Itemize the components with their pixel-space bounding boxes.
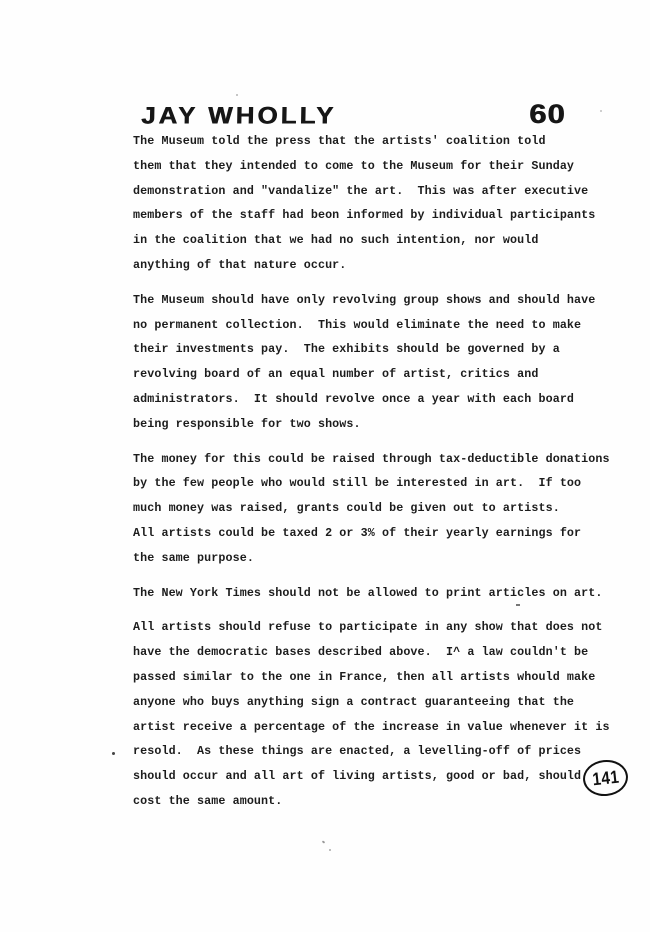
text-line: being responsible for two shows. (133, 416, 361, 431)
scan-speck (112, 752, 115, 755)
text-line: members of the staff had beon informed by individual participants (133, 208, 596, 223)
paragraph (133, 615, 633, 813)
text-line: All artists should refuse to participate in any show that does not (133, 620, 603, 635)
scan-speck (322, 840, 326, 843)
text-line: cost the same amount. (133, 793, 283, 808)
paragraph (133, 581, 633, 606)
paragraph (133, 129, 633, 278)
author-name-handwritten: JAY WHOLLY (140, 101, 337, 129)
paragraph (133, 447, 633, 571)
text-line: The money for this could be raised through tax-deductible donations (133, 451, 610, 466)
scan-speck (236, 94, 238, 96)
text-line: The Museum told the press that the artists' coalition told (133, 134, 546, 148)
text-line: their investments pay. The exhibits should be governed by a (133, 342, 560, 357)
page-number-handwritten: 60 (529, 98, 566, 129)
text-line: The Museum should have only revolving group shows and should have (133, 292, 596, 307)
text-line: administrators. It should revolve once a year with each board (133, 391, 575, 406)
scan-speck (516, 604, 520, 606)
text-line: the same purpose. (133, 550, 254, 565)
text-line: anyone who buys anything sign a contract guaranteeing that the (133, 694, 575, 709)
text-line: them that they intended to come to the Museum for their Sunday (133, 158, 575, 173)
text-line: All artists could be taxed 2 or 3% of their yearly earnings for (133, 525, 582, 540)
text-line: in the coalition that we had no such intention, nor would (133, 233, 539, 248)
scan-speck (329, 849, 331, 851)
text-line: The New York Times should not be allowed to print articles on art. (133, 585, 603, 600)
text-line: by the few people who would still be interested in art. If too (133, 476, 582, 491)
text-line: artist receive a percentage of the increase in value whenever it is (133, 719, 610, 734)
text-line: revolving board of an equal number of artist, critics and (133, 367, 539, 382)
stamp-number: 141 (591, 766, 620, 789)
text-line: should occur and all art of living artists, good or bad, should (133, 769, 582, 784)
text-line: anything of that nature occur. (133, 257, 347, 272)
text-line: passed similar to the one in France, then all artists whould make (133, 669, 596, 684)
text-line: much money was raised, grants could be given out to artists. (133, 501, 560, 516)
text-line: demonstration and "vandalize" the art. This was after executive (133, 183, 589, 198)
text-line: resold. As these things are enacted, a levelling-off of prices (133, 744, 582, 759)
text-line: have the democratic bases described above. I^ a law couldn't be (133, 645, 589, 660)
text-line: no permanent collection. This would eliminate the need to make (133, 317, 582, 332)
paragraph (133, 288, 633, 437)
document-body (133, 129, 633, 824)
scan-speck (600, 110, 602, 112)
